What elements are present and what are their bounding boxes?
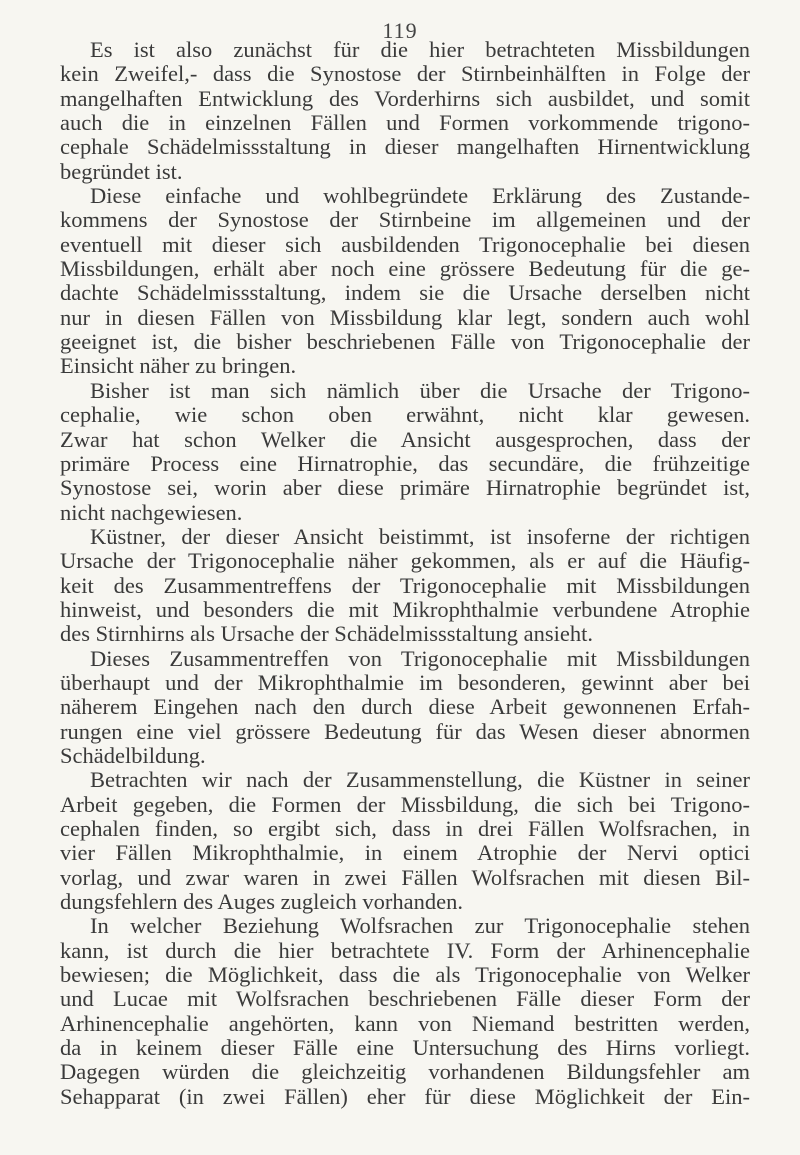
text-line: mangelhaften Entwicklung des Vorderhirns sich ausbildet, und somit — [60, 85, 750, 111]
text-line: kann, ist durch die hier betrachtete IV. Form der Arhinencephalie — [60, 937, 750, 963]
text-line: Arbeit gegeben, die Formen der Missbildung, die sich bei Trigono- — [60, 791, 750, 817]
text-line: hinweist, und besonders die mit Mikrophthalmie verbundene Atrophie — [60, 596, 750, 622]
text-line: Ursache der Trigonocephalie näher gekommen, als er auf die Häufig- — [60, 548, 750, 574]
text-line: Zwar hat schon Welker die Ansicht ausgesprochen, dass der — [60, 426, 750, 452]
text-line: cephale Schädelmissstaltung in dieser mangelhaften Hirnentwicklung — [60, 134, 750, 160]
text-line: Küstner, der dieser Ansicht beistimmt, ist insoferne der richtigen — [90, 523, 750, 549]
text-line: Einsicht näher zu bringen. — [60, 353, 297, 379]
text-line: In welcher Beziehung Wolfsrachen zur Trigonocephalie stehen — [90, 913, 750, 939]
text-line: rungen eine viel grössere Bedeutung für das Wesen dieser abnormen — [60, 718, 750, 744]
text-line: geeignet ist, die bisher beschriebenen Fälle von Trigonocephalie der — [60, 329, 750, 355]
paragraph — [60, 914, 750, 1109]
text-line: dungsfehlern des Auges zugleich vorhanden. — [60, 889, 464, 915]
text-line: begründet ist. — [60, 158, 183, 184]
text-line: auch die in einzelnen Fällen und Formen vorkommende trigono- — [60, 110, 750, 136]
text-line: und Lucae mit Wolfsrachen beschriebenen Fälle dieser Form der — [60, 986, 750, 1012]
text-line: nur in diesen Fällen von Missbildung klar legt, sondern auch wohl — [60, 304, 750, 330]
paragraph — [60, 525, 750, 647]
text-line: nicht nachgewiesen. — [60, 499, 243, 525]
paragraph — [60, 647, 750, 769]
text-line: Dieses Zusammentreffen von Trigonocephalie mit Missbildungen — [90, 645, 750, 671]
text-line: primäre Process eine Hirnatrophie, das secundäre, die frühzeitige — [60, 450, 750, 476]
text-line: Missbildungen, erhält aber noch eine grössere Bedeutung für die ge- — [60, 256, 750, 282]
text-line: eventuell mit dieser sich ausbildenden Trigonocephalie bei diesen — [60, 231, 750, 257]
text-line: näherem Eingehen nach den durch diese Arbeit gewonnenen Erfah- — [60, 694, 750, 720]
text-line: Es ist also zunächst für die hier betrachteten Missbildungen — [90, 37, 750, 62]
text-line: Dagegen würden die gleichzeitig vorhandenen Bildungsfehler am — [60, 1059, 750, 1085]
text-line: cephalie, wie schon oben erwähnt, nicht klar gewesen. — [60, 402, 750, 428]
text-line: Diese einfache und wohlbegründete Erklärung des Zustande- — [90, 183, 750, 209]
text-line: Bisher ist man sich nämlich über die Ursache der Trigono- — [90, 377, 750, 403]
text-line: kein Zweifel,- dass die Synostose der Stirnbeinhälften in Folge der — [60, 61, 750, 87]
text-line: Betrachten wir nach der Zusammenstellung, die Küstner in seiner — [90, 767, 750, 793]
paragraph — [60, 768, 750, 914]
body-text — [60, 38, 750, 1109]
text-line: Arhinencephalie angehörten, kann von Niemand bestritten werden, — [60, 1010, 750, 1036]
text-line: Schädelbildung. — [60, 742, 206, 768]
text-line: cephalen finden, so ergibt sich, dass in drei Fällen Wolfsrachen, in — [60, 816, 750, 841]
paragraph — [60, 184, 750, 379]
text-line: dachte Schädelmissstaltung, indem sie die Ursache derselben nicht — [60, 280, 750, 306]
text-line: vorlag, und zwar waren in zwei Fällen Wolfsrachen mit diesen Bil- — [60, 864, 750, 890]
text-line: kommens der Synostose der Stirnbeine im allgemeinen und der — [60, 207, 750, 233]
text-line: Sehapparat (in zwei Fällen) eher für diese Möglichkeit der Ein- — [60, 1083, 750, 1109]
text-line: vier Fällen Mikrophthalmie, in einem Atrophie der Nervi optici — [60, 840, 750, 866]
text-line: bewiesen; die Möglichkeit, dass die als Trigonocephalie von Welker — [60, 962, 750, 988]
text-line: des Stirnhirns als Ursache der Schädelmissstaltung ansieht. — [60, 621, 594, 647]
text-line: keit des Zusammentreffens der Trigonocephalie mit Missbildungen — [60, 572, 750, 598]
text-line: überhaupt und der Mikrophthalmie im besonderen, gewinnt aber bei — [60, 669, 750, 695]
text-line: da in keinem dieser Fälle eine Untersuchung des Hirns vorliegt. — [60, 1035, 750, 1061]
paragraph — [60, 38, 750, 184]
paragraph — [60, 379, 750, 525]
page-number: 119 — [382, 18, 418, 43]
text-line: Synostose sei, worin aber diese primäre Hirnatrophie begründet ist, — [60, 475, 750, 501]
